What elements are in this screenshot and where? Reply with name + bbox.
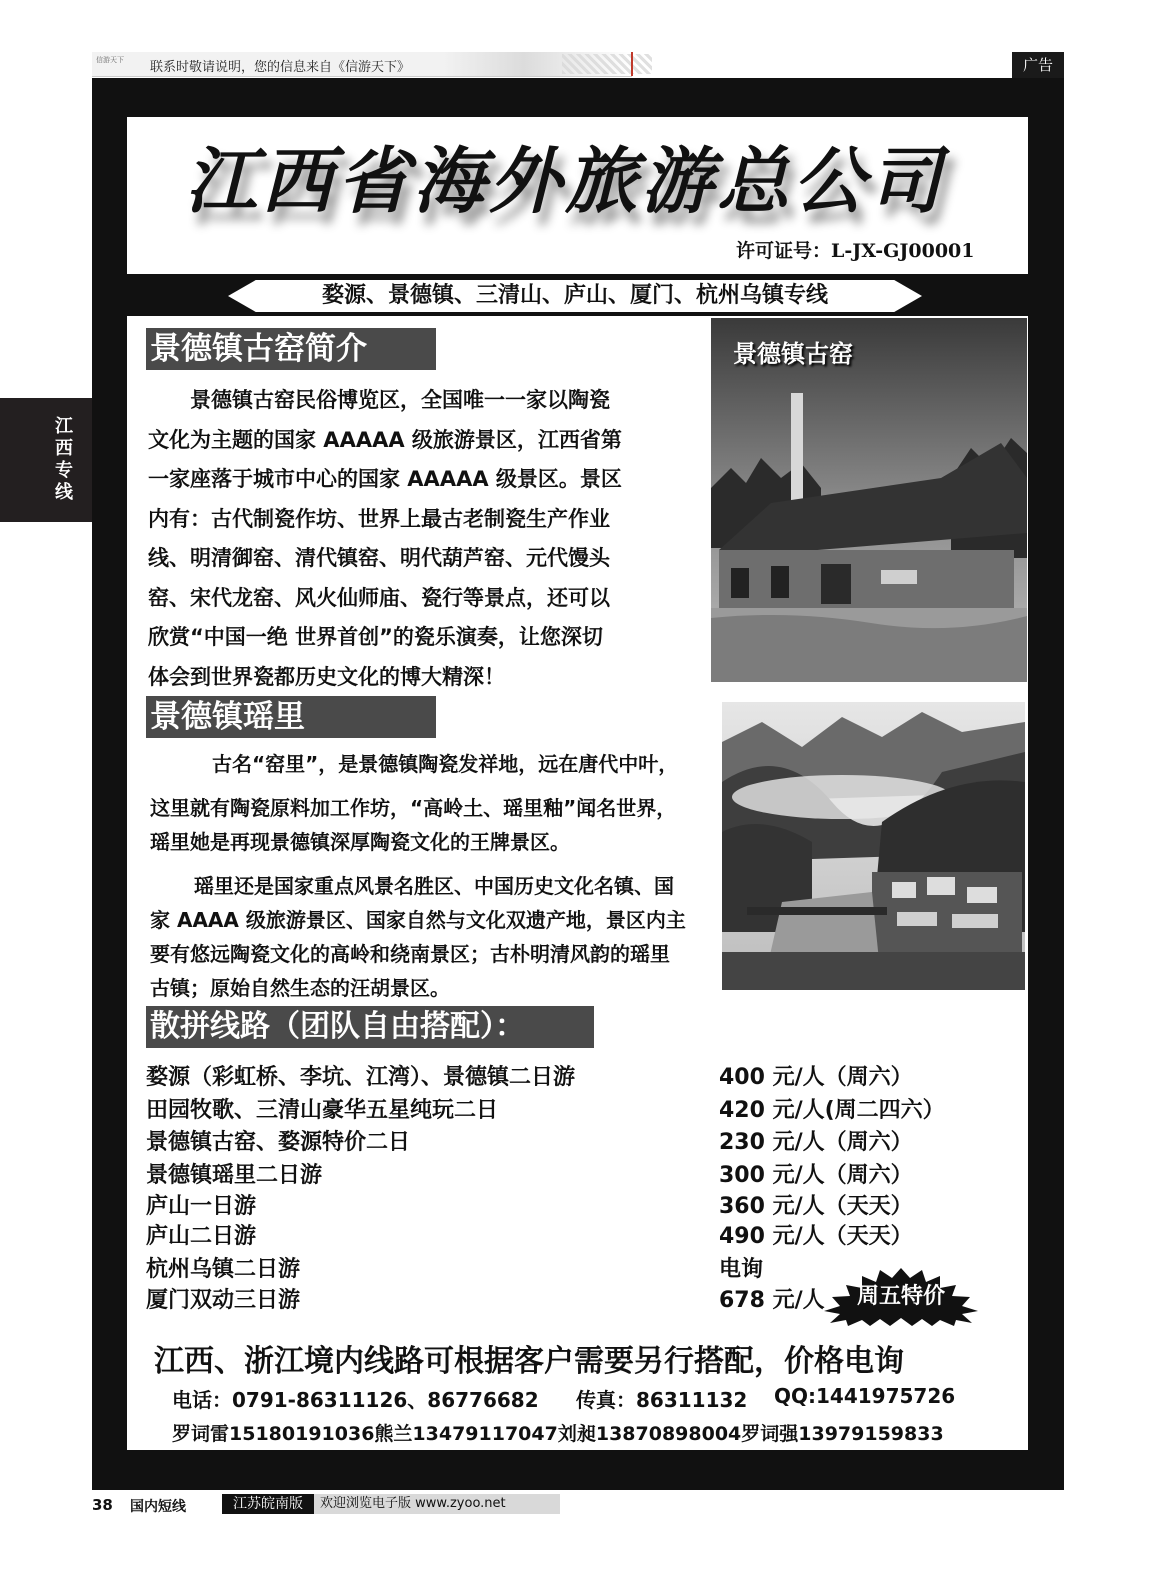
kiln-line: 一家座落于城市中心的国家 AAAAA 级景区。景区	[148, 467, 622, 491]
fax-number: 传真：86311132	[576, 1388, 748, 1412]
route-name: 婺源（彩虹桥、李坑、江湾）、景德镇二日游	[146, 1065, 576, 1090]
checker-decoration	[562, 54, 652, 74]
kiln-line: 欣赏“中国一绝 世界首创”的瓷乐演奏，让您深切	[148, 625, 603, 649]
page-section: 国内短线	[130, 1499, 186, 1515]
publication-logo	[96, 56, 136, 72]
kiln-line: 线、明清御窑、清代镇窑、明代葫芦窑、元代馒头	[148, 546, 610, 570]
yaoli-line: 这里就有陶瓷原料加工作坊，“高岭土、瑶里釉”闻名世界，	[150, 796, 677, 820]
company-title: 江西省海外旅游总公司	[185, 138, 946, 223]
special-badge-text: 周五特价	[856, 1284, 945, 1309]
route-price: 360 元/人（天天）	[719, 1194, 913, 1219]
route-price: 678 元/人	[719, 1288, 825, 1313]
kiln-line: 窑、宋代龙窑、风火仙师庙、瓷行等景点，还可以	[148, 586, 610, 610]
route-name: 庐山一日游	[146, 1194, 257, 1219]
kiln-photo	[711, 318, 1027, 682]
qq-number: QQ:1441975726	[774, 1384, 956, 1408]
kiln-line: 体会到世界瓷都历史文化的博大精深！	[148, 665, 505, 689]
routes-banner-text: 婺源、景德镇、三清山、庐山、厦门、杭州乌镇专线	[321, 283, 828, 308]
yaoli-photo	[722, 702, 1025, 990]
route-price: 300 元/人（周六）	[719, 1163, 913, 1188]
yaoli-photo-image	[722, 702, 1025, 990]
route-name: 田园牧歌、三清山豪华五星纯玩二日	[146, 1098, 499, 1123]
yaoli-heading: 景德镇瑶里	[146, 696, 436, 738]
kiln-line: 文化为主题的国家 AAAAA 级旅游景区，江西省第	[148, 428, 622, 452]
route-name: 景德镇瑶里二日游	[146, 1163, 323, 1188]
phone-numbers: 电话：0791-86311126、86776682	[172, 1388, 539, 1412]
side-tab-label: 江西专线	[55, 416, 73, 503]
yaoli-line: 古名“窑里”，是景德镇陶瓷发祥地，远在唐代中叶，	[212, 752, 679, 776]
contact-persons: 罗词雷15180191036熊兰13479117047刘昶13870898004罗词强13979159833	[172, 1423, 944, 1445]
route-price: 电询	[719, 1257, 764, 1282]
route-name: 庐山二日游	[146, 1224, 257, 1249]
route-name: 杭州乌镇二日游	[146, 1257, 301, 1282]
license-number: 许可证号：L-JX-GJ00001	[736, 240, 975, 262]
kiln-photo-image	[711, 318, 1027, 682]
route-name: 景德镇古窑、婺源特价二日	[146, 1130, 411, 1155]
side-tab	[0, 398, 92, 522]
kiln-heading: 景德镇古窑简介	[146, 328, 436, 370]
custom-route-note: 江西、浙江境内线路可根据客户需要另行搭配，价格电询	[154, 1344, 904, 1379]
logo-text: 信游天下	[96, 56, 124, 64]
route-price: 230 元/人（周六）	[719, 1130, 913, 1155]
route-price: 490 元/人（天天）	[719, 1224, 913, 1249]
contact-note: 联系时敬请说明，您的信息来自《信游天下》	[150, 60, 411, 75]
yaoli-line: 古镇；原始自然生态的汪胡景区。	[150, 976, 450, 1000]
kiln-line: 景德镇古窑民俗博览区，全国唯一一家以陶瓷	[148, 388, 610, 412]
yaoli-line: 瑶里她是再现景德镇深厚陶瓷文化的王牌景区。	[150, 830, 570, 854]
yaoli-line: 要有悠远陶瓷文化的高岭和绕南景区；古朴明清风韵的瑶里	[150, 942, 670, 966]
routes-heading: 散拼线路（团队自由搭配）：	[146, 1006, 594, 1048]
top-strip	[92, 52, 632, 77]
kiln-photo-label: 景德镇古窑	[733, 340, 853, 368]
kiln-line: 内有：古代制瓷作坊、世界上最古老制瓷生产作业	[148, 507, 610, 531]
edition-tag: 江苏皖南版	[222, 1494, 314, 1514]
route-name: 厦门双动三日游	[146, 1288, 301, 1313]
yaoli-line: 瑶里还是国家重点风景名胜区、中国历史文化名镇、国	[194, 874, 674, 898]
website-note[interactable]: 欢迎浏览电子版 www.zyoo.net	[314, 1494, 560, 1514]
yaoli-line: 家 AAAA 级旅游景区、国家自然与文化双遗产地，景区内主	[150, 908, 686, 932]
page-number: 38	[92, 1496, 113, 1514]
ad-tag: 广告	[1012, 52, 1064, 78]
route-price: 420 元/人(周二四六）	[719, 1098, 945, 1123]
divider	[631, 52, 633, 76]
route-price: 400 元/人（周六）	[719, 1065, 913, 1090]
